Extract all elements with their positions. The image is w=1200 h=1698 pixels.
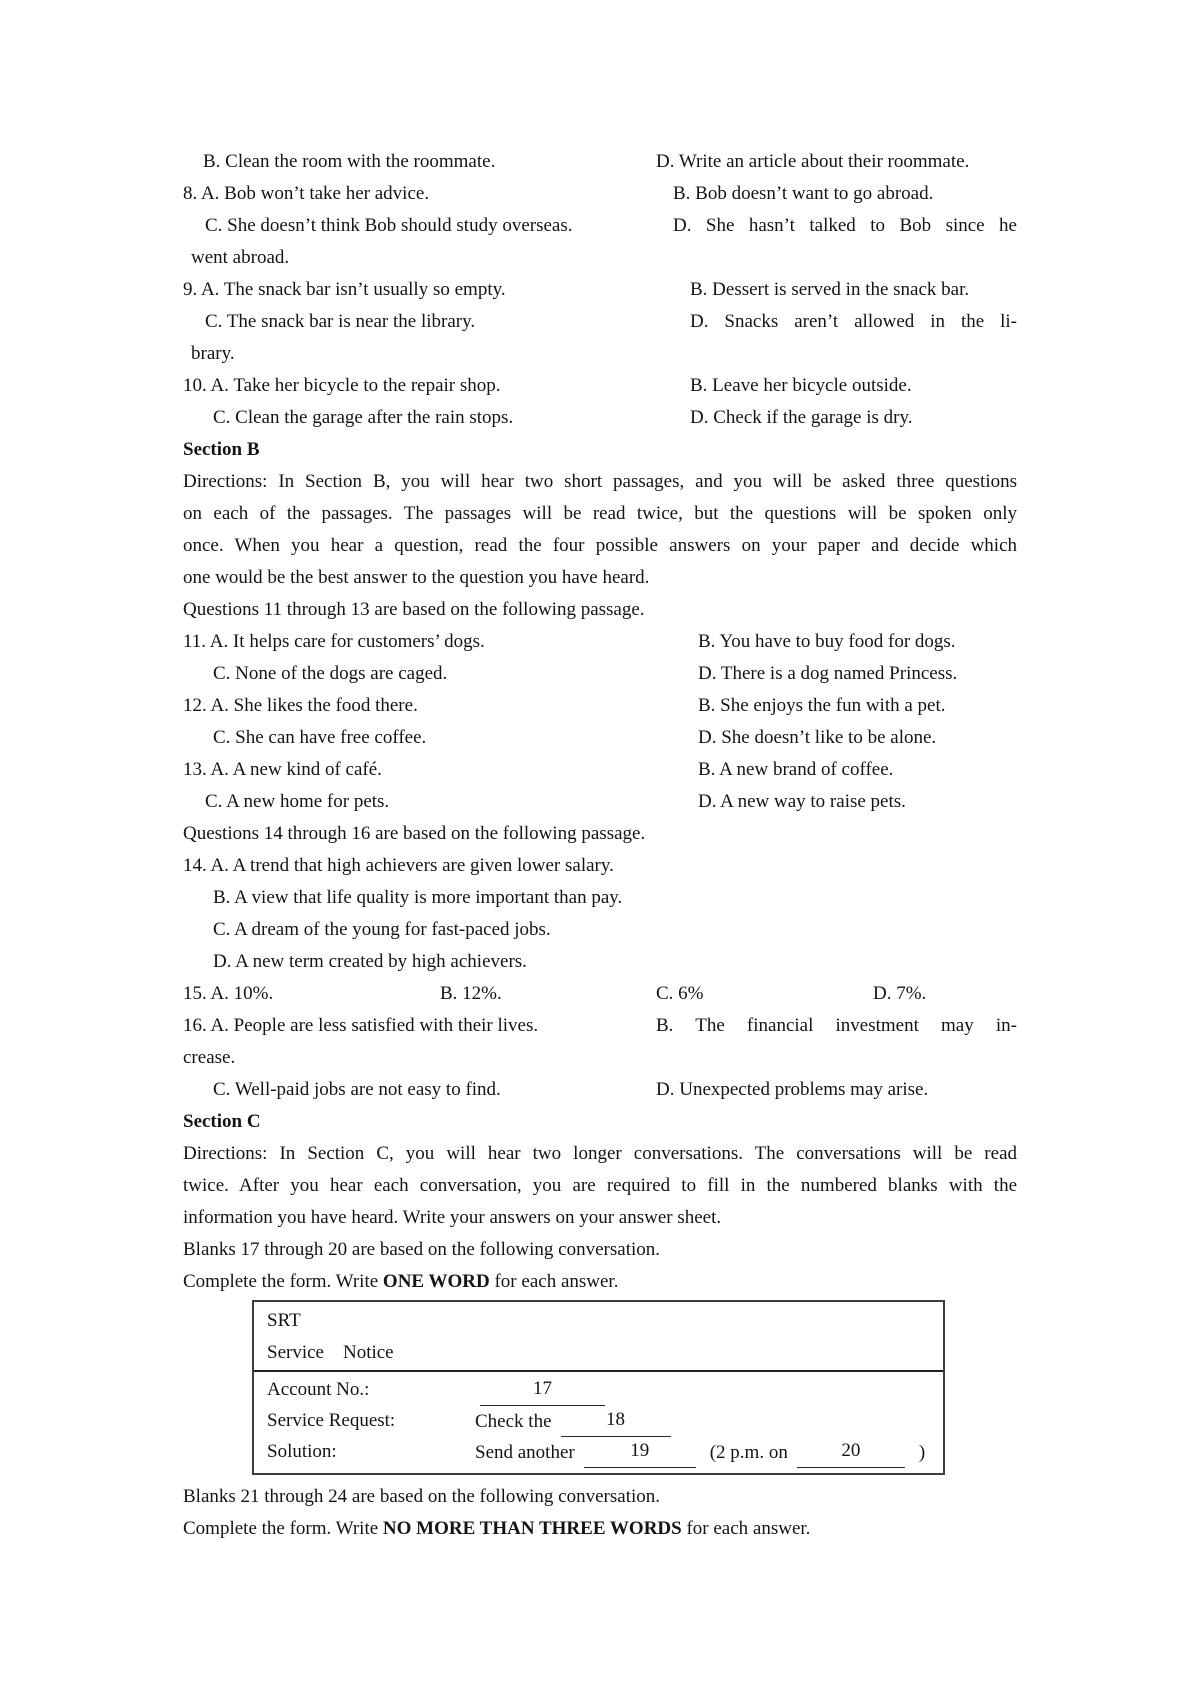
option-left: C. Well-paid jobs are not easy to find. xyxy=(213,1079,501,1100)
option-right: B. The financial investment may in- xyxy=(656,1015,1017,1036)
directions-line: once. When you hear a question, read the four possible answers on your paper and decide which xyxy=(183,535,1017,556)
option-left: went abroad. xyxy=(191,247,290,268)
option-right: B. She enjoys the fun with a pet. xyxy=(698,695,946,716)
form-subtitle: Service Notice xyxy=(267,1342,394,1363)
blanks-21-24-intro: Blanks 21 through 24 are based on the following conversation. xyxy=(183,1486,661,1507)
instruction-bold: NO MORE THAN THREE WORDS xyxy=(382,1518,682,1539)
option-left: C. Clean the garage after the rain stops. xyxy=(213,407,514,428)
option-line: C. A dream of the young for fast-paced jobs. xyxy=(213,919,551,940)
form-body xyxy=(254,1370,943,1473)
option-line xyxy=(183,754,1017,786)
form-value xyxy=(475,1405,933,1436)
option-right: B. Dessert is served in the snack bar. xyxy=(690,279,970,300)
option-line xyxy=(183,722,1017,754)
option-left: B. Clean the room with the roommate. xyxy=(203,151,496,172)
directions-line: Directions: In Section C, you will hear two longer conversations. The conversations will be read xyxy=(183,1143,1017,1164)
option-left: 10. A. Take her bicycle to the repair shop. xyxy=(183,375,501,396)
option-right: D. Unexpected problems may arise. xyxy=(656,1079,929,1100)
directions-line: on each of the passages. The passages will be read twice, but the questions will be spoken only xyxy=(183,503,1017,524)
form-value-text: ) xyxy=(918,1442,926,1463)
option-line xyxy=(183,658,1017,690)
section-b-heading: Section B xyxy=(183,439,260,460)
form-value-text: Check the xyxy=(475,1411,552,1432)
option-left: 9. A. The snack bar isn’t usually so empty. xyxy=(183,279,506,300)
form-label: Account No.: xyxy=(267,1379,370,1400)
option-line xyxy=(183,178,1017,210)
option-right: D. Snacks aren’t allowed in the li- xyxy=(690,311,1017,332)
option-left: 12. A. She likes the food there. xyxy=(183,695,418,716)
option-left: brary. xyxy=(191,343,235,364)
option-left: crease. xyxy=(183,1047,236,1068)
option-line xyxy=(183,146,1017,178)
option-line: D. A new term created by high achievers. xyxy=(213,951,527,972)
form-value xyxy=(475,1436,933,1467)
option-right: D. She hasn’t talked to Bob since he xyxy=(673,215,1017,236)
option-continuation xyxy=(183,1042,1017,1074)
form-value-text: Send another xyxy=(475,1442,575,1463)
option-left: 8. A. Bob won’t take her advice. xyxy=(183,183,430,204)
directions-line: twice. After you hear each conversation, you are required to fill in the numbered blanks with the xyxy=(183,1175,1017,1196)
form-header xyxy=(254,1302,943,1370)
blanks-17-20-intro: Blanks 17 through 20 are based on the following conversation. xyxy=(183,1239,661,1260)
instruction-post: for each answer. xyxy=(681,1518,811,1539)
directions-line: information you have heard. Write your answers on your answer sheet. xyxy=(183,1207,722,1228)
form-value-text: (2 p.m. on xyxy=(709,1442,788,1463)
option-line xyxy=(183,690,1017,722)
complete-form-instruction xyxy=(183,1513,1017,1545)
complete-form-instruction xyxy=(183,1266,1017,1298)
form-row-service-request xyxy=(267,1405,933,1436)
form-row-solution xyxy=(267,1436,933,1467)
option-line: B. A view that life quality is more important than pay. xyxy=(213,887,623,908)
form-title: SRT xyxy=(267,1310,301,1331)
option-right: B. You have to buy food for dogs. xyxy=(698,631,956,652)
q15-option-c: C. 6% xyxy=(656,983,704,1004)
option-line xyxy=(183,1074,1017,1106)
option-right: B. Bob doesn’t want to go abroad. xyxy=(673,183,934,204)
option-line xyxy=(183,626,1017,658)
instruction-bold: ONE WORD xyxy=(382,1271,490,1292)
option-line-q15 xyxy=(183,978,1017,1010)
form-row-account xyxy=(267,1374,933,1405)
option-line xyxy=(183,402,1017,434)
directions-line: one would be the best answer to the question you have heard. xyxy=(183,567,650,588)
questions-14-16-intro: Questions 14 through 16 are based on the following passage. xyxy=(183,823,646,844)
instruction-pre: Complete the form. Write xyxy=(183,1271,383,1292)
q15-option-d: D. 7%. xyxy=(873,983,927,1004)
section-c-heading: Section C xyxy=(183,1111,261,1132)
option-line xyxy=(183,786,1017,818)
option-left: 13. A. A new kind of café. xyxy=(183,759,382,780)
option-line xyxy=(183,370,1017,402)
option-right: D. A new way to raise pets. xyxy=(698,791,906,812)
blank-19: 19 xyxy=(584,1436,696,1468)
exam-content xyxy=(183,146,1017,1545)
blank-17: 17 xyxy=(480,1374,605,1406)
option-right: B. Leave her bicycle outside. xyxy=(690,375,912,396)
option-left: 16. A. People are less satisfied with their lives. xyxy=(183,1015,539,1036)
instruction-pre: Complete the form. Write xyxy=(183,1518,383,1539)
option-left: C. She can have free coffee. xyxy=(213,727,427,748)
option-line xyxy=(183,1010,1017,1042)
option-line xyxy=(183,274,1017,306)
form-label: Service Request: xyxy=(267,1410,396,1431)
option-right: D. She doesn’t like to be alone. xyxy=(698,727,937,748)
option-line xyxy=(183,210,1017,242)
form-value xyxy=(475,1374,933,1405)
option-right: D. There is a dog named Princess. xyxy=(698,663,958,684)
option-left: C. She doesn’t think Bob should study overseas. xyxy=(205,215,573,236)
q15-option-b: B. 12%. xyxy=(440,983,502,1004)
option-left: C. None of the dogs are caged. xyxy=(213,663,448,684)
option-continuation xyxy=(183,338,1017,370)
option-right: D. Write an article about their roommate. xyxy=(656,151,970,172)
option-line: 14. A. A trend that high achievers are given lower salary. xyxy=(183,855,614,876)
directions-line: Directions: In Section B, you will hear two short passages, and you will be asked three questions xyxy=(183,471,1017,492)
blank-20: 20 xyxy=(797,1436,905,1468)
form-table xyxy=(252,1300,945,1475)
option-continuation xyxy=(183,242,1017,274)
q15-option-a: 15. A. 10%. xyxy=(183,983,274,1004)
option-right: B. A new brand of coffee. xyxy=(698,759,894,780)
option-left: 11. A. It helps care for customers’ dogs. xyxy=(183,631,485,652)
blank-18: 18 xyxy=(561,1405,671,1437)
instruction-post: for each answer. xyxy=(489,1271,619,1292)
questions-11-13-intro: Questions 11 through 13 are based on the following passage. xyxy=(183,599,645,620)
option-left: C. A new home for pets. xyxy=(205,791,390,812)
option-right: D. Check if the garage is dry. xyxy=(690,407,913,428)
option-line xyxy=(183,306,1017,338)
option-left: C. The snack bar is near the library. xyxy=(205,311,476,332)
form-label: Solution: xyxy=(267,1441,337,1462)
